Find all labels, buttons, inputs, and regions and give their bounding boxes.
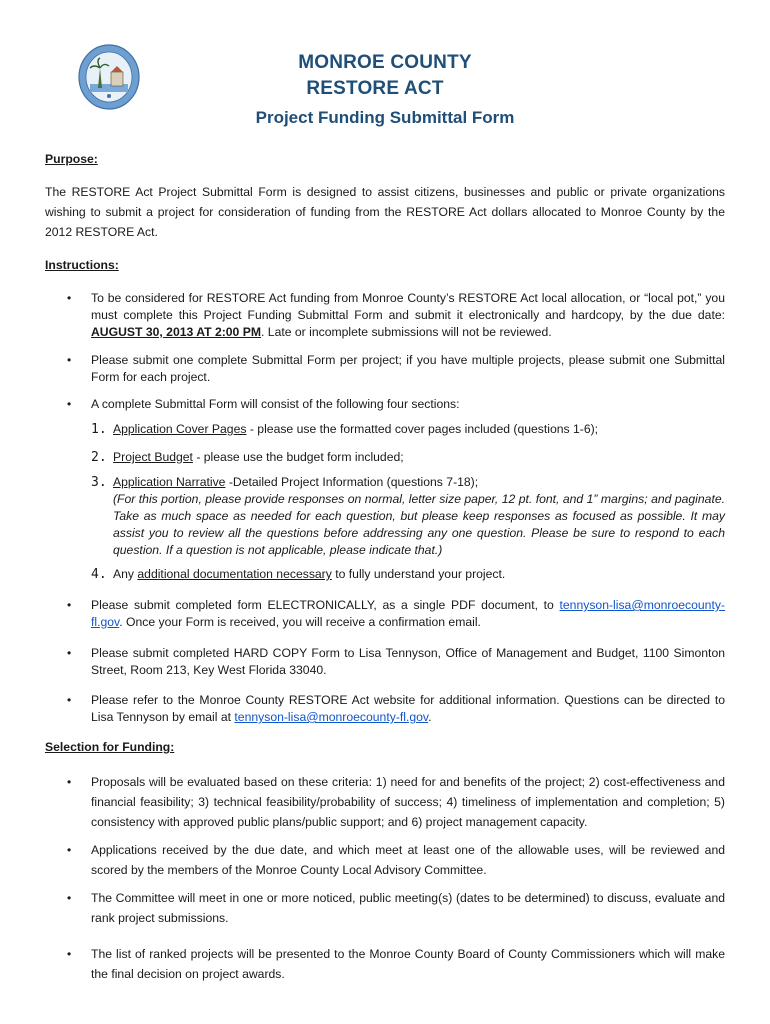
section-name: Application Narrative <box>113 475 226 489</box>
bullet-icon: • <box>67 291 72 305</box>
instructions-heading: Instructions: <box>45 258 119 272</box>
bullet-text: Please submit one complete Submittal Form per project; if you have multiple projects, please submit one Submittal Form for each project. <box>91 353 725 384</box>
bullet-icon: • <box>67 775 72 789</box>
bullet-icon: • <box>67 843 72 857</box>
form-subtitle: Project Funding Submittal Form <box>255 108 515 127</box>
bullet-icon: • <box>67 353 72 367</box>
section-name: Project Budget <box>113 450 193 464</box>
title-county: MONROE COUNTY <box>298 52 472 73</box>
bullet-icon: • <box>67 598 72 612</box>
bullet-text: To be considered for RESTORE Act funding from Monroe County’s RESTORE Act local allocation, or “local pot,” you must complete this Project Funding Submittal Form and submit it electronically and hardcopy, by the due date: AUGUST 30, 2013 AT 2:00 PM. Late or incomplete submissions will not be reviewed. <box>91 291 725 339</box>
section-name: additional documentation necessary <box>137 567 332 581</box>
bullet-text: The list of ranked projects will be presented to the Monroe County Board of County Commissioners which will make the final decision on project awards. <box>91 947 725 981</box>
section-name: Application Cover Pages <box>113 422 247 436</box>
bullet-text: Proposals will be evaluated based on these criteria: 1) need for and benefits of the project; 2) cost-effectiveness and financial feasibility; 3) technical feasibility/probability of success; 4) timeliness of implementation and completion; 5) consistency with approved public plans/public support; and 6) project management capacity. <box>91 775 725 829</box>
bullet-text: Please refer to the Monroe County RESTORE Act website for additional information. Questions can be directed to Lisa Tennyson by email at tennyson-lisa@monroecounty-fl.gov. <box>91 693 725 724</box>
bullet-icon: • <box>67 646 72 660</box>
bullet-text: Please submit completed form ELECTRONICALLY, as a single PDF document, to tennyson-lisa@monroecounty-fl.gov. Once your Form is received, you will receive a confirmation email. <box>91 598 725 629</box>
document-page: MONROE COUNTY RESTORE ACT Project Funding Submittal Form Purpose: The RESTORE Act Project Submittal Form is designed to assist citizens, businesses and public or private organizations wishing to submit a project for consideration of funding from the RESTORE Act dollars allocated to Monroe County by the 2012 RESTORE Act. Instructions: • To be considered for RESTORE Act funding from Monroe County’s RESTORE Act local allocation, or “local pot,” you must complete this Project Funding Submittal Form and submit it electronically and hardcopy, by the due date: AUGUST 30, 2013 AT 2:00 PM. Late or incomplete submissions will not be reviewed. • Please submit one complete Submittal Form per project; if you have multiple projects, please submit one Submittal Form for each project. • A complete Submittal Form will consist of the following four sections: 1. Application Cover Pages - please use the formatted cover pages included (questions 1-6); 2. Project Budget - please use the budget form included; 3. Application Narrative -Detailed Project Information (questions 7-18); (For this portion, please provide responses on normal, letter size paper, 12 pt. font, and 1” margins; and paginate. Take as much space as needed for each question, but please keep responses as focused as possible. It may assist you to review all the questions before addressing any one question. Please be sure to respond to each question. If a question is not applicable, please indicate that.) 4. Any additional documentation necessary to fully understand your project. • Please submit completed form ELECTRONICALLY, as a single PDF document, to tennyson-lisa@monroecounty-fl.gov. Once your Form is received, you will receive a confirmation email. • Please submit completed HARD COPY Form to Lisa Tennyson, Office of Management and Budget, 1100 Simonton Street, Room 213, Key West Florida 33040. • Please refer to the Monroe County RESTORE Act website for additional information. Questions can be directed to Lisa Tennyson by email at tennyson-lisa@monroecounty-fl.gov. Selection for Funding: • Proposals will be evaluated based on these criteria: 1) need for and benefits of the project; 2) cost-effectiveness and financial feasibility; 3) technical feasibility/probability of success; 4) timeliness of implementation and completion; 5) consistency with approved public plans/public support; and 6) project management capacity. • Applications received by the due date, and which meet at least one of the allowable uses, will be reviewed and scored by the members of the Monroe County Local Advisory Committee. • The Committee will meet in one or more noticed, public meeting(s) (dates to be determined) to discuss, evaluate and rank project submissions. • The list of ranked projects will be presented to the Monroe County Board of County Commissioners which will make the final decision on project awards. <box>0 0 770 1024</box>
bullet-icon: • <box>67 891 72 905</box>
email-link[interactable]: tennyson-lisa@monroecounty-fl.gov <box>234 710 429 724</box>
narrative-guidance: (For this portion, please provide responses on normal, letter size paper, 12 pt. font, and 1” margins; and paginate. Take as much space as needed for each question, but please keep responses as focused as possible. It may assist you to review all the questions before addressing any one question. Please be sure to respond to each question. If a question is not applicable, please indicate that.) <box>113 492 725 557</box>
bullet-icon: • <box>67 693 72 707</box>
title-restore-act: RESTORE ACT <box>306 78 444 99</box>
email-link[interactable]: tennyson-lisa@monroecounty-fl.gov <box>91 598 725 629</box>
bullet-text: Applications received by the due date, and which meet at least one of the allowable uses, will be reviewed and scored by the members of the Monroe County Local Advisory Committee. <box>91 843 725 877</box>
bullet-icon: • <box>67 397 72 411</box>
title-block <box>200 50 570 129</box>
bullet-text: Please submit completed HARD COPY Form to Lisa Tennyson, Office of Management and Budget, 1100 Simonton Street, Room 213, Key West Florida 33040. <box>91 646 725 677</box>
purpose-text: The RESTORE Act Project Submittal Form is designed to assist citizens, businesses and public or private organizations wishing to submit a project for consideration of funding from the RESTORE Act dollars allocated to Monroe County by the 2012 RESTORE Act. <box>45 185 725 239</box>
county-seal-logo <box>78 44 140 110</box>
bullet-text: The Committee will meet in one or more noticed, public meeting(s) (dates to be determined) to discuss, evaluate and rank project submissions. <box>91 891 725 925</box>
bullet-text: A complete Submittal Form will consist of the following four sections: <box>91 397 460 411</box>
purpose-heading: Purpose: <box>45 152 98 166</box>
due-date: AUGUST 30, 2013 AT 2:00 PM <box>91 325 262 339</box>
selection-heading: Selection for Funding: <box>45 740 175 754</box>
bullet-icon: • <box>67 947 72 961</box>
